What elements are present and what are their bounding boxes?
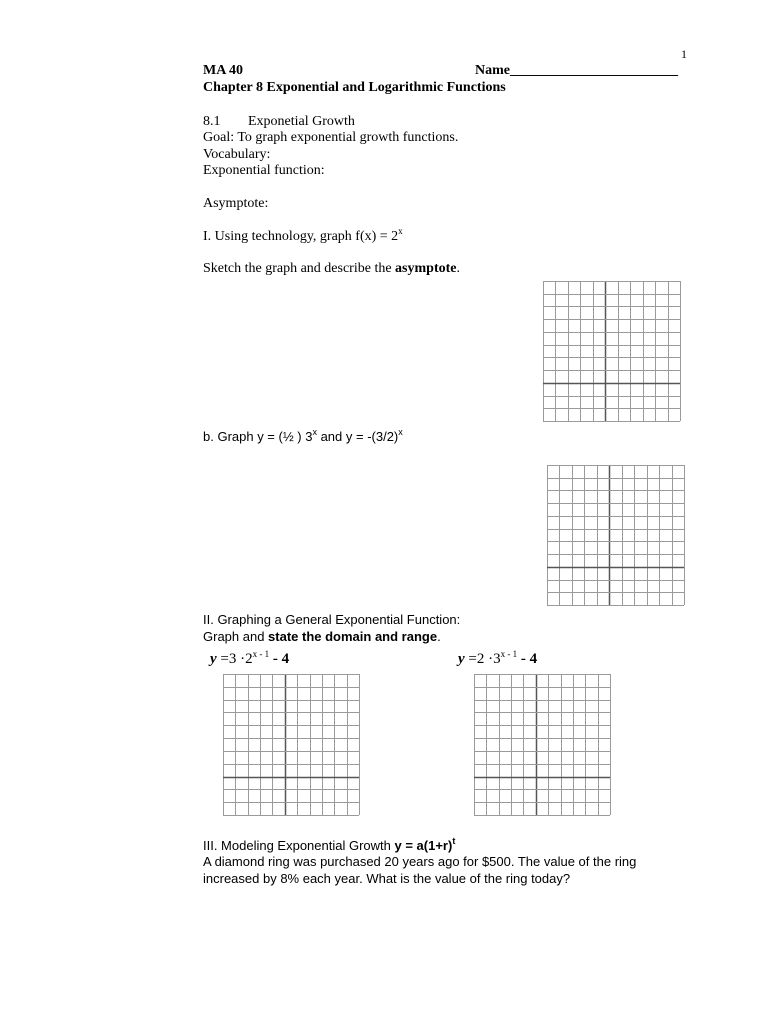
exponential-function-label: Exponential function:	[203, 163, 325, 178]
equation-1: $y =3 \cdot 2^{x - 1} - 4$	[210, 649, 290, 667]
section-number: 8.1	[203, 114, 221, 129]
goal-text: Goal: To graph exponential growth functions.	[203, 130, 459, 145]
part2-instruction: Graph and state the domain and range.	[203, 629, 441, 644]
graph-grid-3	[223, 674, 360, 816]
graph-grid-2	[547, 465, 685, 606]
part3-title: III. Modeling Exponential Growth $y = a(1+r)^t$	[203, 836, 456, 853]
name-field-label: Name________________________	[475, 63, 678, 78]
part3-problem-line-1: A diamond ring was purchased 20 years ago for $500. The value of the ring	[203, 854, 637, 869]
course-label: MA 40	[203, 63, 244, 78]
graph-grid-4	[474, 674, 611, 816]
section-title: Exponetial Growth	[248, 114, 355, 129]
part1-sketch-instruction: Sketch the graph and describe the asymptote.	[203, 261, 460, 276]
page-number: 1	[681, 47, 687, 61]
graph-grid-1	[543, 281, 681, 422]
chapter-title: Chapter 8 Exponential and Logarithmic Functions	[203, 80, 506, 95]
part2-title: II. Graphing a General Exponential Function:	[203, 612, 461, 627]
part1b-prompt: b. Graph y = (½ ) 3$^x$ and $y = -(3/2)^x$	[203, 427, 403, 444]
part1-prompt: I. Using technology, graph $f(x) = 2^x$	[203, 226, 403, 244]
asymptote-label: Asymptote:	[203, 196, 269, 211]
part3-problem-line-2: increased by 8% each year. What is the value of the ring today?	[203, 871, 571, 886]
vocabulary-label: Vocabulary:	[203, 147, 271, 162]
equation-2: $y =2 \cdot 3^{x - 1} - 4$	[458, 649, 538, 667]
